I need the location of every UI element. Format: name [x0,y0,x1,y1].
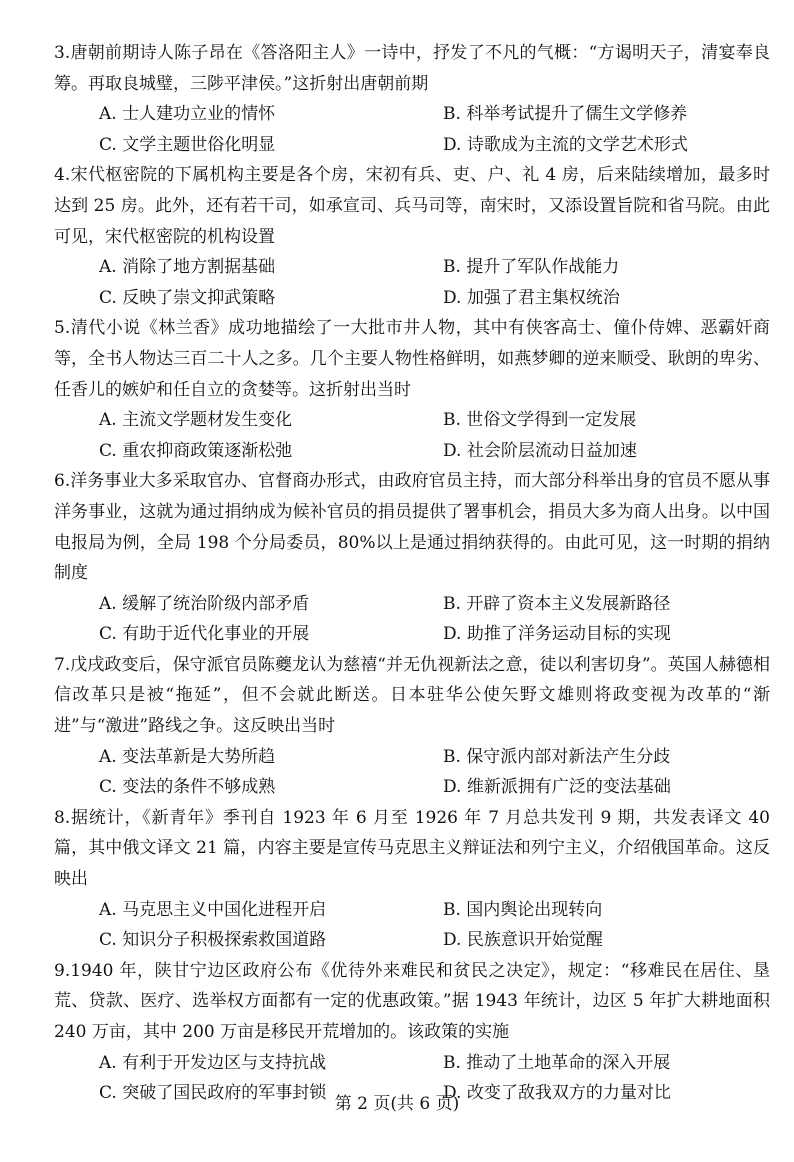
option-grid [99,252,770,313]
option-d: D. 社会阶层流动日益加速 [443,440,637,461]
option-b: B. 世俗文学得到一定发展 [443,410,637,431]
option-a: A. 有利于开发边区与支持抗战 [99,1052,327,1073]
question-stem: 9.1940 年，陕甘宁边区政府公布《优待外来难民和贫民之决定》，规定：“移难民在居住、垦荒、贷款、医疗、选举权方面都有一定的优惠政策。”据 1943 年统计，边区 5 年扩大耕地面积 240 万亩，其中 200 万亩是移民开荒增加的。该政策的实施 [54,960,770,1042]
option-d: D. 助推了洋务运动目标的实现 [443,624,671,645]
option-d: D. 维新派拥有广泛的变法基础 [443,777,671,798]
option-c: C. 知识分子积极探索救国道路 [99,930,327,951]
option-a: A. 主流文学题材发生变化 [99,410,293,431]
option-a: A. 马克思主义中国化进程开启 [99,899,327,920]
question-4 [54,160,770,313]
option-d: D. 诗歌成为主流的文学艺术形式 [443,134,688,155]
option-c: C. 重农抑商政策逐渐松弛 [99,440,293,461]
question-stem: 3.唐朝前期诗人陈子昂在《答洛阳主人》一诗中，抒发了不凡的气概：“方谒明天子，清宴奉良筹。再取良城璧，三陟平津侯。”这折射出唐朝前期 [54,43,770,94]
option-d: D. 民族意识开始觉醒 [443,930,603,951]
question-8 [54,803,770,956]
option-b: B. 开辟了资本主义发展新路径 [443,593,671,614]
option-c: C. 变法的条件不够成熟 [99,777,276,798]
option-d: D. 加强了君主集权统治 [443,287,620,308]
question-6 [54,466,770,650]
question-list [54,38,770,1109]
option-b: B. 提升了军队作战能力 [443,257,620,278]
option-grid [99,589,770,650]
option-d: D. 改变了敌我双方的力量对比 [443,1083,671,1104]
question-stem: 4.宋代枢密院的下属机构主要是各个房，宋初有兵、吏、户、礼 4 房，后来陆续增加，最多时达到 25 房。此外，还有若干司，如承宣司、兵马司等，南宋时，又添设置旨院和省马院。由此可见，宋代枢密院的机构设置 [54,165,770,247]
question-stem: 7.戊戌政变后，保守派官员陈夔龙认为慈禧“并无仇视新法之意，徒以利害切身”。英国人赫德相信改革只是被“拖延”，但不会就此断送。日本驻华公使矢野文雄则将政变视为改革的“渐进”与“激进”路线之争。这反映出当时 [54,654,770,737]
question-stem: 8.据统计，《新青年》季刊自 1923 年 6 月至 1926 年 7 月总共发刊 9 期，共发表译文 40 篇，其中俄文译文 21 篇，内容主要是宣传马克思主义辩证法和列宁主义，介绍俄国革命。这反映出 [54,807,770,890]
option-c: C. 反映了崇文抑武策略 [99,287,276,308]
option-a: A. 消除了地方割据基础 [99,257,276,278]
option-a: A. 变法革新是大势所趋 [99,746,276,767]
question-7 [54,650,770,803]
option-b: B. 保守派内部对新法产生分歧 [443,746,671,767]
page-number: 第 2 页(共 6 页) [334,1094,460,1114]
question-5 [54,313,770,466]
option-b: B. 推动了土地革命的深入开展 [443,1052,671,1073]
option-a: A. 缓解了统治阶级内部矛盾 [99,593,310,614]
question-stem: 6.洋务事业大多采取官办、官督商办形式，由政府官员主持，而大部分科举出身的官员不愿从事洋务事业，这就为通过捐纳成为候补官员的捐员提供了署事机会，捐员大多为商人出身。以中国电报局为例，全局 198 个分局委员，80%以上是通过捐纳获得的。由此可见，这一时期的捐纳制度 [54,471,770,584]
question-9 [54,956,770,1109]
option-grid [99,895,770,956]
option-grid [99,742,770,803]
question-stem: 5.清代小说《林兰香》成功地描绘了一大批市井人物，其中有侠客高士、僮仆侍婢、恶霸奸商等，全书人物达三百二十人之多。几个主要人物性格鲜明，如燕梦卿的逆来顺受、耿朗的卑劣、任香儿的嫉妒和任自立的贪婪等。这折射出当时 [54,318,770,400]
option-c: C. 突破了国民政府的军事封锁 [99,1083,327,1104]
option-c: C. 文学主题世俗化明显 [99,134,276,155]
question-3 [54,38,770,160]
option-b: B. 科举考试提升了儒生文学修养 [443,104,688,125]
option-b: B. 国内舆论出现转向 [443,899,603,920]
option-grid [99,405,770,466]
option-grid [99,99,770,160]
option-a: A. 士人建功立业的情怀 [99,104,276,125]
option-c: C. 有助于近代化事业的开展 [99,624,310,645]
